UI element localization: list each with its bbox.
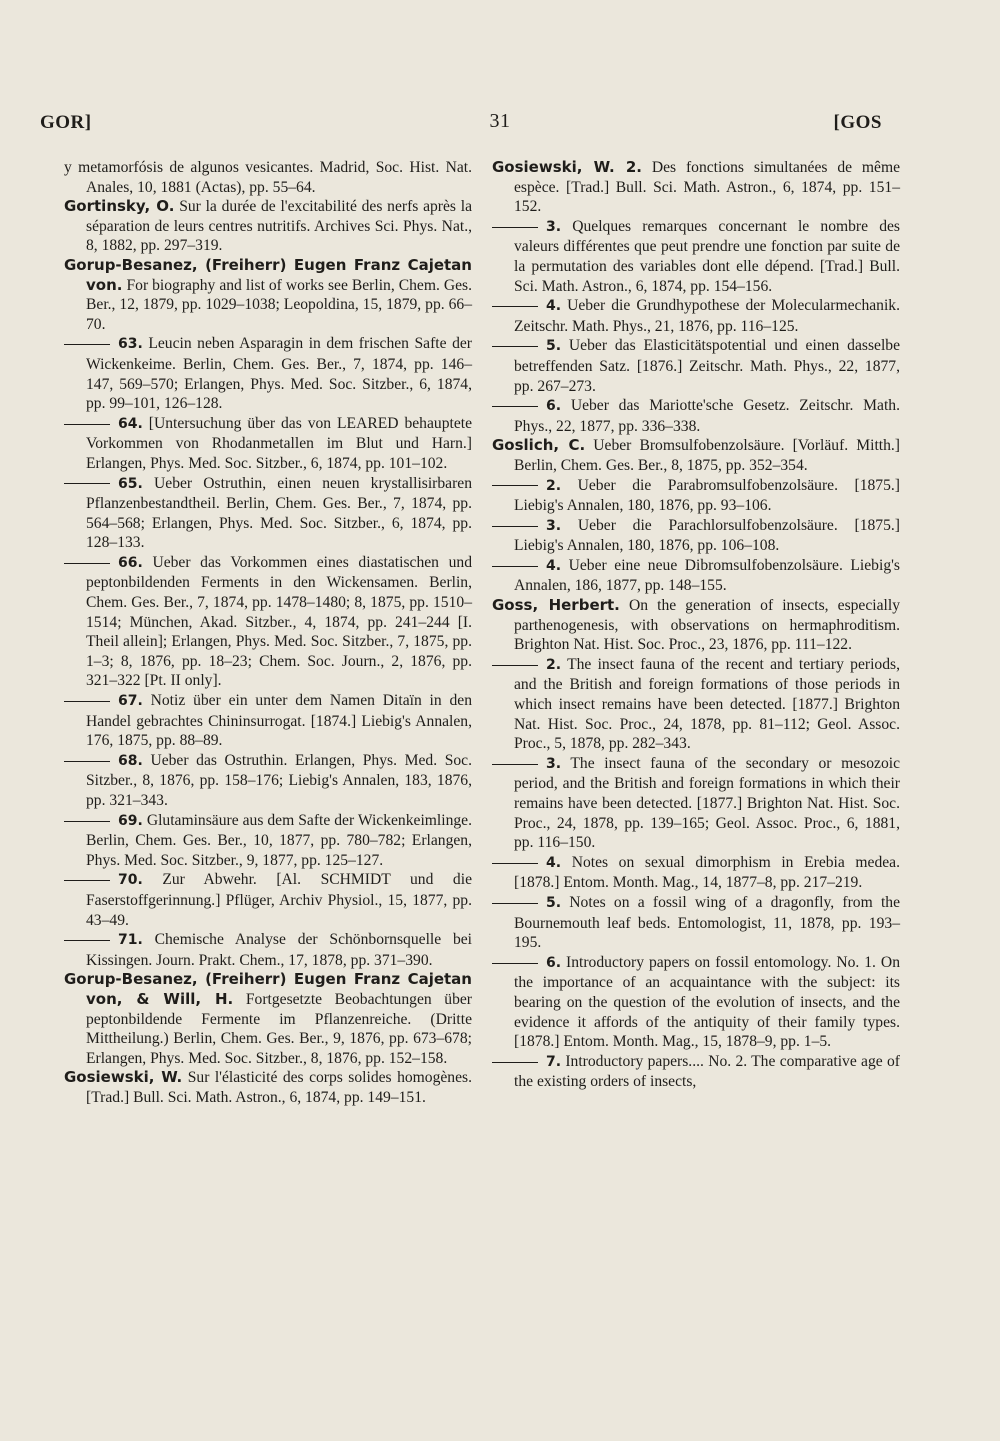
ditto-dash: [492, 485, 538, 486]
entry-text: [Untersuchung über das von LEARED behauptete Vorkommen von Rhodanmetallen im Blut und Harn.] Erlangen, Phys. Med. Soc. Sitzber., 6, 1874, pp. 101–102.: [86, 414, 472, 472]
ditto-dash: [492, 903, 538, 904]
entry-text: Introductory papers on fossil entomology. No. 1. On the importance of an acquaintance with the subject: its bearing on the question of the evolution of insects, and the evidence it affords of the antiquity of their family types. [1878.] Entom. Month. Mag., 15, 1878–9, pp. 1–5.: [514, 953, 900, 1051]
entry-text: On the generation of insects, especially parthenogenesis, with observations on hermaphroditism. Brighton Nat. Hist. Soc. Proc., 23, 1876, pp. 111–122.: [514, 597, 900, 654]
entry-number: 3.: [546, 755, 562, 772]
entry-text: Zur Abwehr. [Al. SCHMIDT und die Faserstoffgerinnung.] Pflüger, Archiv Physiol., 15, 1877, pp. 43–49.: [86, 871, 472, 929]
entry-text: Ueber das Elasticitätspotential und einen dasselbe betreffenden Satz. [1876.] Zeitschr. Math. Phys., 22, 1877, pp. 267–273.: [514, 337, 901, 395]
bibliography-entry: [492, 556, 900, 596]
entry-text: Quelques remarques concernant le nombre des valeurs différentes que peut prendre une fonction par suite de la permutation des variables dont elle dépend. [Trad.] Bull. Sci. Math. Astron., 6, 1874, pp. 154–156.: [514, 217, 900, 295]
bibliography-entry: [64, 811, 472, 871]
entry-number: 68.: [118, 752, 143, 769]
entry-text: Sur l'élasticité des corps solides homogènes. [Trad.] Bull. Sci. Math. Astron., 6, 1874, pp. 149–151.: [86, 1069, 472, 1106]
entry-text: Fortgesetzte Beobachtungen über peptonbildende Fermente im Pflanzenreiche. (Dritte Mittheilung.) Berlin, Chem. Ges. Ber., 9, 1876, pp. 673–678; Erlangen, Phys. Med. Soc. Sitzber., 8, 1876, pp. 152–158.: [86, 990, 472, 1067]
bibliography-entry: [64, 751, 472, 811]
entry-number: 69.: [118, 812, 143, 829]
entry-text: Des fonctions simultanées de même espèce. [Trad.] Bull. Sci. Math. Astron., 6, 1874, pp. 151–152.: [514, 159, 900, 216]
ditto-dash: [492, 346, 538, 347]
ditto-dash: [492, 963, 538, 964]
ditto-dash: [492, 306, 538, 307]
bibliography-entry: [64, 256, 472, 334]
ditto-dash: [64, 344, 110, 345]
bibliography-entry: [492, 596, 900, 655]
entry-number: 3.: [546, 517, 562, 534]
ditto-dash: [64, 880, 110, 881]
bibliography-entry: [64, 1068, 472, 1107]
author-heading: Goslich, C.: [492, 436, 586, 455]
entry-text: y metamorfósis de algunos vesicantes. Madrid, Soc. Hist. Nat. Anales, 10, 1881 (Actas), pp. 55–64.: [64, 159, 472, 196]
entry-number: 71.: [118, 932, 143, 949]
bibliography-entry: [492, 217, 900, 296]
entry-text: The insect fauna of the secondary or mesozoic period, and the British and foreign formations in which their remains have been detected. [1877.] Brighton Nat. Hist. Soc. Proc., 24, 1878, pp. 139–165; Geol. Assoc. Proc., 6, 1881, pp. 116–150.: [514, 754, 900, 852]
bibliography-entry: [492, 1052, 900, 1092]
entry-text: Ueber die Parachlorsulfobenzolsäure. [1875.] Liebig's Annalen, 180, 1876, pp. 106–108.: [514, 516, 900, 555]
entry-number: 64.: [118, 415, 143, 432]
ditto-dash: [492, 227, 538, 228]
ditto-dash: [64, 563, 110, 564]
entry-text: Sur la durée de l'excitabilité des nerfs après la séparation de leurs centres nutritifs. Archives Sci. Phys. Nat., 8, 1882, pp. 297–319.: [86, 198, 472, 255]
bibliography-entry: [492, 893, 900, 953]
author-heading: Gosiewski, W.: [64, 1068, 183, 1087]
entry-text: For biography and list of works see Berlin, Chem. Ges. Ber., 12, 1879, pp. 1029–1038; Leopoldina, 15, 1879, pp. 66–70.: [86, 276, 473, 333]
ditto-dash: [492, 863, 538, 864]
ditto-dash: [64, 761, 110, 762]
entry-number: 5.: [546, 338, 562, 355]
running-head-left: GOR]: [40, 112, 92, 133]
entry-number: 5.: [546, 894, 562, 911]
ditto-dash: [492, 526, 538, 527]
right-column: [492, 158, 900, 1092]
bibliography-entry: [492, 158, 900, 217]
entry-number: 2.: [546, 477, 562, 494]
ditto-dash: [64, 483, 110, 484]
ditto-dash: [64, 701, 110, 702]
entry-text: Ueber Ostruthin, einen neuen krystallisirbaren Pflanzenbestandtheil. Berlin, Chem. Ges. Ber., 7, 1874, pp. 564–568; Erlangen, Phys. Med. Soc. Sitzber., 6, 1874, pp. 128–133.: [86, 474, 473, 552]
ditto-dash: [64, 821, 110, 822]
bibliography-entry: [492, 853, 900, 893]
entry-text: Ueber die Parabromsulfobenzolsäure. [1875.] Liebig's Annalen, 180, 1876, pp. 93–106.: [514, 476, 900, 515]
entry-number: 4.: [546, 854, 562, 871]
bibliography-entry: [64, 870, 472, 930]
bibliography-entry: [64, 691, 472, 751]
bibliography-entry: [64, 197, 472, 256]
bibliography-entry: [64, 414, 472, 474]
entry-text: Chemische Analyse der Schönbornsquelle bei Kissingen. Journ. Prakt. Chem., 17, 1878, pp. 371–390.: [86, 931, 472, 969]
ditto-dash: [492, 764, 538, 765]
entry-number: 7.: [546, 1053, 562, 1070]
author-heading: Goss, Herbert.: [492, 596, 620, 615]
ditto-dash: [64, 424, 110, 425]
entry-number: 65.: [118, 475, 143, 492]
entry-text: Ueber die Grundhypothese der Molecularmechanik. Zeitschr. Math. Phys., 21, 1876, pp. 116–125.: [514, 297, 900, 335]
bibliography-entry: [64, 474, 472, 553]
entry-number: 6.: [546, 398, 562, 415]
ditto-dash: [64, 940, 110, 941]
author-heading: Gosiewski, W. 2.: [492, 158, 642, 176]
entry-text: Ueber Bromsulfobenzolsäure. [Vorläuf. Mitth.] Berlin, Chem. Ges. Ber., 8, 1875, pp. 352–354.: [514, 437, 900, 474]
entry-text: Introductory papers.... No. 2. The comparative age of the existing orders of insects,: [514, 1052, 900, 1091]
entry-number: 70.: [118, 872, 143, 889]
bibliography-entry: [492, 754, 900, 853]
bibliography-entry: [492, 953, 900, 1052]
author-heading: Gortinsky, O.: [64, 197, 175, 216]
bibliography-entry: [492, 296, 900, 336]
bibliography-entry: [492, 516, 900, 556]
bibliography-entry: [492, 336, 900, 396]
entry-number: 66.: [118, 554, 143, 571]
running-head-right: [GOS: [833, 112, 882, 133]
bibliography-entry: [492, 655, 900, 754]
entry-text: The insect fauna of the recent and tertiary periods, and the British and foreign formations of those periods in which insect remains have been detected. [1877.] Brighton Nat. Hist. Soc. Proc., 24, 1878, pp. 81–112; Geol. Assoc. Proc., 5, 1878, pp. 282–343.: [514, 655, 900, 753]
bibliography-entry: [64, 334, 472, 413]
ditto-dash: [492, 665, 538, 666]
entry-number: 4.: [546, 298, 562, 315]
ditto-dash: [492, 1062, 538, 1063]
author-heading: Gorup-Besanez, (Freiherr) Eugen Franz Cajetan von, & Will, H.: [64, 970, 472, 1008]
bibliography-entry: [64, 158, 472, 197]
ditto-dash: [492, 566, 538, 567]
entry-number: 3.: [546, 218, 562, 235]
entry-number: 67.: [118, 693, 143, 710]
entry-number: 6.: [546, 954, 562, 971]
entry-text: Ueber das Ostruthin. Erlangen, Phys. Med. Soc. Sitzber., 8, 1876, pp. 158–176; Liebig's Annalen, 183, 1876, pp. 321–343.: [86, 751, 472, 809]
entry-text: Notiz über ein unter dem Namen Ditaïn in den Handel gebrachtes Chininsurrogat. [1874.] Liebig's Annalen, 176, 1875, pp. 88–89.: [86, 692, 472, 750]
bibliography-entry: [492, 476, 900, 516]
entry-number: 4.: [546, 557, 562, 574]
author-heading: Gorup-Besanez, (Freiherr) Eugen Franz Cajetan von.: [64, 255, 472, 294]
page-number: 31: [489, 110, 511, 132]
bibliography-entry: [64, 930, 472, 970]
bibliography-entry: [492, 436, 900, 475]
entry-text: Leucin neben Asparagin in dem frischen Safte der Wickenkeime. Berlin, Chem. Ges. Ber., 7, 1874, pp. 146–147, 569–570; Erlangen, Phys. Med. Soc. Sitzber., 6, 1874, pp. 99–101, 126–128.: [86, 335, 472, 413]
entry-text: Ueber das Vorkommen eines diastatischen und peptonbildenden Ferments in den Wickensamen. Berlin, Chem. Ges. Ber., 7, 1874, pp. 1478–1480; 8, 1875, pp. 1510–1514; München, Akad. Sitzber., 4, 1874, pp. 241–244 [I. Theil allein]; Erlangen, Phys. Med. Soc. Sitzber., 7, 1875, pp. 1–3; 8, 1876, pp. 18–23; Chem. Soc. Journ., 2, 1876, pp. 321–322 [Pt. II only].: [86, 553, 472, 690]
ditto-dash: [492, 406, 538, 407]
left-column: [64, 158, 472, 1108]
entry-number: 2.: [546, 656, 562, 673]
bibliography-entry: [64, 553, 472, 691]
entry-text: Ueber das Mariotte'sche Gesetz. Zeitschr. Math. Phys., 22, 1877, pp. 336–338.: [514, 397, 900, 435]
entry-text: Ueber eine neue Dibromsulfobenzolsäure. Liebig's Annalen, 186, 1877, pp. 148–155.: [514, 556, 900, 595]
entry-text: Notes on sexual dimorphism in Erebia medea. [1878.] Entom. Month. Mag., 14, 1877–8, pp. 217–219.: [514, 853, 900, 892]
entry-number: 63.: [118, 336, 143, 353]
bibliography-entry: [492, 396, 900, 436]
bibliography-entry: [64, 970, 472, 1068]
entry-text: Notes on a fossil wing of a dragonfly, from the Bournemouth leaf beds. Entomologist, 11, 1878, pp. 193–195.: [514, 893, 900, 952]
entry-text: Glutaminsäure aus dem Safte der Wickenkeimlinge. Berlin, Chem. Ges. Ber., 10, 1877, pp. 780–782; Erlangen, Phys. Med. Soc. Sitzber., 9, 1877, pp. 125–127.: [86, 811, 472, 869]
